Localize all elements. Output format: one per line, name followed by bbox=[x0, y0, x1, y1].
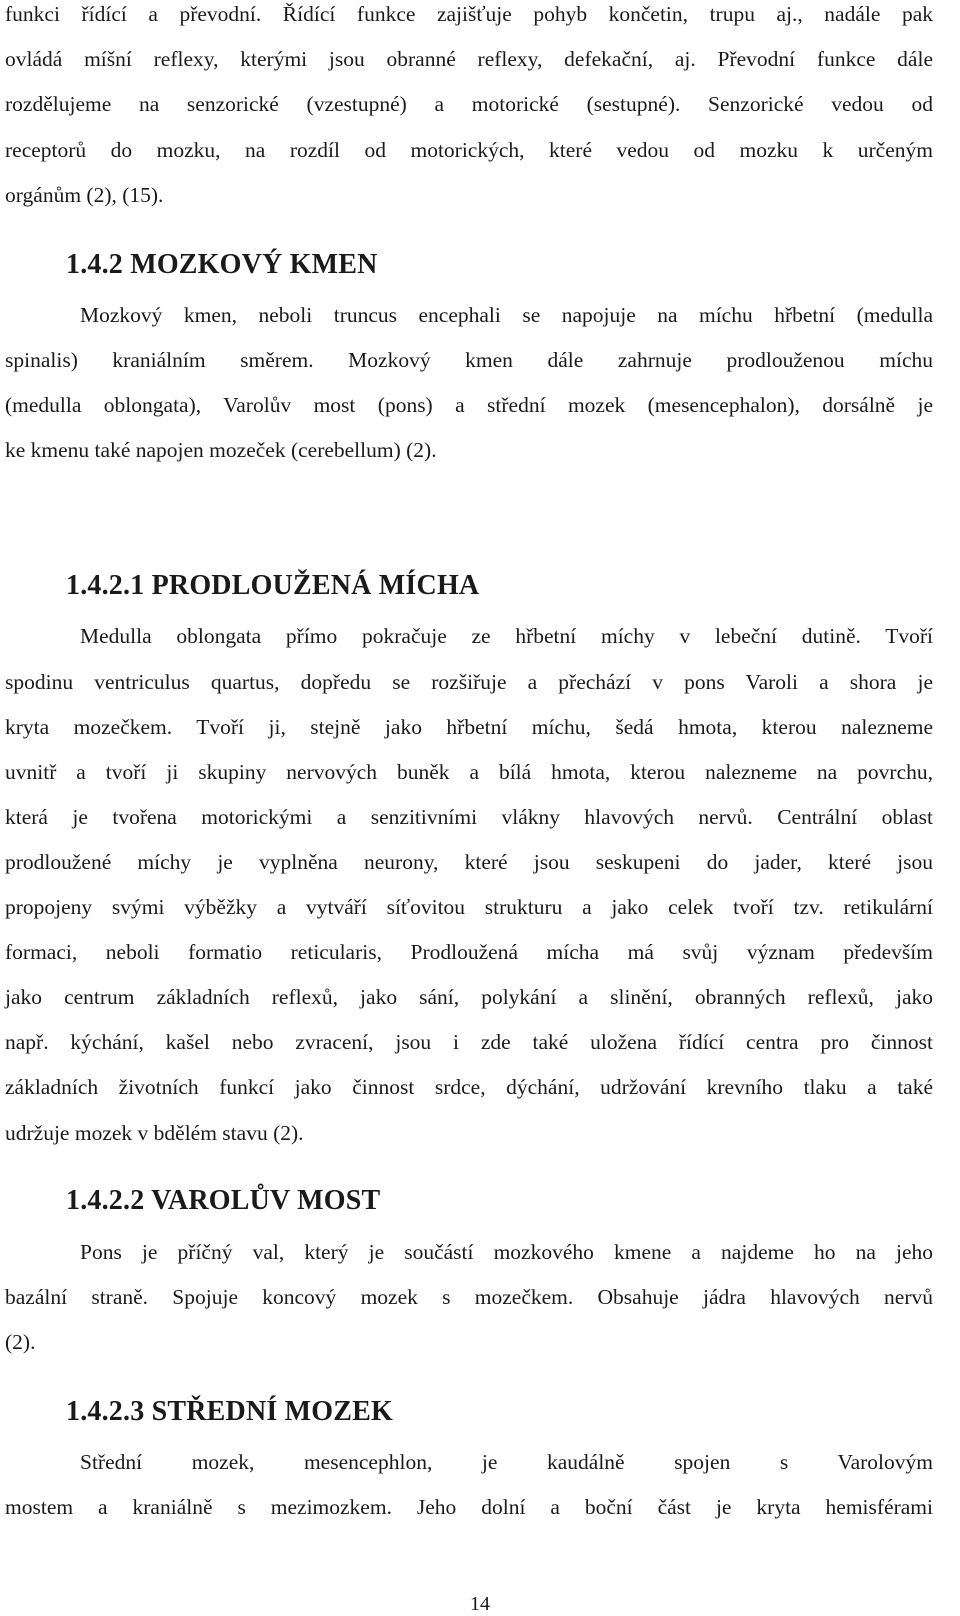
intro-line-5: orgánům (2), (15). bbox=[5, 183, 164, 207]
section-heading-mozkovy-kmen: 1.4.2 MOZKOVÝ KMEN bbox=[66, 249, 378, 280]
section-2-line-11: základních životních funkcí jako činnost srdce, dýchání, udržování krevního tlaku a také bbox=[5, 1075, 933, 1099]
section-heading-prodlouzena-micha: 1.4.2.1 PRODLOUŽENÁ MÍCHA bbox=[66, 570, 480, 601]
section-3-line-1: Pons je příčný val, který je součástí mozkového kmene a najdeme ho na jeho bbox=[80, 1240, 933, 1264]
section-heading-varoluv-most: 1.4.2.2 VAROLŮV MOST bbox=[66, 1185, 381, 1216]
section-3-line-2: bazální straně. Spojuje koncový mozek s mozečkem. Obsahuje jádra hlavových nervů bbox=[5, 1285, 933, 1309]
section-2-line-2: spodinu ventriculus quartus, dopředu se rozšiřuje a přechází v pons Varoli a shora je bbox=[5, 670, 933, 694]
section-2-line-3: kryta mozečkem. Tvoří ji, stejně jako hřbetní míchu, šedá hmota, kterou nalezneme bbox=[5, 715, 933, 739]
section-2-line-5: která je tvořena motorickými a senzitivními vlákny hlavových nervů. Centrální oblast bbox=[5, 805, 933, 829]
section-1-line-3: (medulla oblongata), Varolův most (pons) a střední mozek (mesencephalon), dorsálně je bbox=[5, 393, 933, 417]
section-1-line-4: ke kmenu také napojen mozeček (cerebellum) (2). bbox=[5, 438, 437, 462]
intro-line-2: ovládá míšní reflexy, kterými jsou obranné reflexy, defekační, aj. Převodní funkce dále bbox=[5, 47, 933, 71]
section-4-line-2: mostem a kraniálně s mezimozkem. Jeho dolní a boční část je kryta hemisférami bbox=[5, 1495, 933, 1519]
section-2-line-6: prodloužené míchy je vyplněna neurony, které jsou seskupeni do jader, které jsou bbox=[5, 850, 933, 874]
intro-line-4: receptorů do mozku, na rozdíl od motorických, které vedou od mozku k určeným bbox=[5, 138, 933, 162]
section-heading-stredni-mozek: 1.4.2.3 STŘEDNÍ MOZEK bbox=[66, 1396, 394, 1427]
section-3-line-3: (2). bbox=[5, 1330, 36, 1354]
section-2-line-4: uvnitř a tvoří ji skupiny nervových buněk a bílá hmota, kterou nalezneme na povrchu, bbox=[5, 760, 933, 784]
section-2-line-10: např. kýchání, kašel nebo zvracení, jsou i zde také uložena řídící centra pro činnost bbox=[5, 1030, 933, 1054]
page-number: 14 bbox=[470, 1593, 490, 1615]
section-2-line-8: formaci, neboli formatio reticularis, Prodloužená mícha má svůj význam především bbox=[5, 940, 933, 964]
intro-line-1: funkci řídící a převodní. Řídící funkce zajišťuje pohyb končetin, trupu aj., nadále pak bbox=[5, 2, 933, 26]
section-2-line-7: propojeny svými výběžky a vytváří síťovitou strukturu a jako celek tvoří tzv. retikulární bbox=[5, 895, 933, 919]
section-2-line-9: jako centrum základních reflexů, jako sání, polykání a slinění, obranných reflexů, jako bbox=[5, 985, 933, 1009]
section-4-line-1: Střední mozek, mesencephlon, je kaudálně spojen s Varolovým bbox=[80, 1450, 933, 1474]
section-2-line-1: Medulla oblongata přímo pokračuje ze hřbetní míchy v lebeční dutině. Tvoří bbox=[80, 624, 933, 648]
section-1-line-2: spinalis) kraniálním směrem. Mozkový kmen dále zahrnuje prodlouženou míchu bbox=[5, 348, 933, 372]
intro-line-3: rozdělujeme na senzorické (vzestupné) a motorické (sestupné). Senzorické vedou od bbox=[5, 92, 933, 116]
section-2-line-12: udržuje mozek v bdělém stavu (2). bbox=[5, 1121, 304, 1145]
section-1-line-1: Mozkový kmen, neboli truncus encephali se napojuje na míchu hřbetní (medulla bbox=[80, 303, 933, 327]
